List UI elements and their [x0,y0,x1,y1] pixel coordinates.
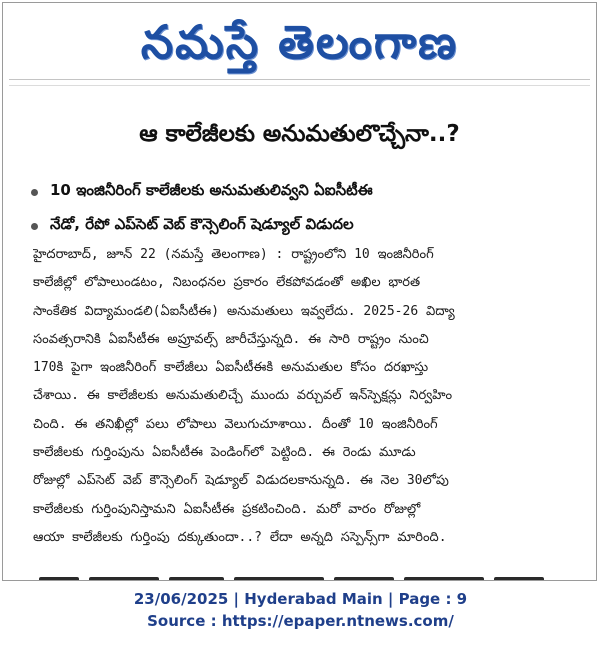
body-line: హైదరాబాద్, జూన్ 22 (నమస్తే తెలంగాణ) : రాష్ట్రంలోని 10 ఇంజినీరింగ్ [33,247,434,262]
body-line: చేశాయి. ఈ కాలేజీలకు అనుమతులిచ్చే ముందు వర్చువల్ ఇన్‌స్పెక్షన్లు నిర్వహిం [33,388,453,404]
body-line: కాలేజీలకు గుర్తింపునిస్తామని ఏఐసీటీఈ ప్రకటించింది. మరో వారం రోజుల్లో [33,501,421,517]
body-line: రోజుల్లో ఎప్‌సెట్ వెబ్ కౌన్సెలింగ్ షెడ్యూల్ విడుదలకానున్నది. ఈ నెల 30లోపు [33,473,449,489]
masthead [3,9,596,75]
bullet-item [31,209,586,243]
bullet-text: నేడో, రేపో ఎప్‌సెట్ వెబ్ కౌన్సెలింగ్ షెడ్యూల్ విడుదల [50,215,354,233]
body-line: కాలేజీలకు గుర్తింపును ఏఐసీటీఈ పెండింగ్‌లో పెట్టింది. ఈ రెండు మూడు [33,445,416,461]
article-body [33,241,582,552]
newspaper-clipping [2,2,597,581]
publication-info: 23/06/2025 | Hyderabad Main | Page : 9 [133,590,468,608]
masthead-divider [9,79,590,80]
article-bullets [31,175,586,243]
clipping-footer [0,588,601,632]
masthead-title: నమస్తే తెలంగాణ [140,15,459,69]
body-line: 170కి పైగా ఇంజినీరింగ్ కాలేజీలు ఏఐసీటీఈకి అనుమతుల కోసం దరఖాస్తు [33,360,429,376]
bullet-text: 10 ఇంజినీరింగ్ కాలేజీలకు అనుమతులివ్వని ఏఐసీటీఈ [50,181,373,199]
article-headline: ఆ కాలేజీలకు అనుమతులొచ్చేనా..? [139,121,460,147]
body-line: కాలేజీల్లో లోపాలుండటం, నిబంధనల ప్రకారం లేకపోవడంతో అఖిల భారత [33,275,421,291]
body-line: ఆయా కాలేజీలకు గుర్తింపు దక్కుతుందా..? లేదా అన్నది సస్పెన్స్‌గా మారింది. [33,529,447,545]
cropped-next-line [39,563,566,581]
source-url: Source : https://epaper.ntnews.com/ [147,612,454,630]
bullet-icon [31,223,38,230]
bullet-item [31,175,586,209]
body-line: సాంకేతిక విద్యామండలి(ఏఐసీటీఈ) అనుమతులు ఇవ్వలేదు. 2025-26 విద్యా [33,303,455,319]
body-line: చింది. ఈ తనిఖీల్లో పలు లోపాలు వెలుగుచూశాయి. దీంతో 10 ఇంజినీరింగ్ [33,416,438,432]
bullet-icon [31,189,38,196]
body-line: సంవత్సరానికి ఏఐసీటీఈ అప్రూవల్స్ జారీచేస్తున్నది. ఈ సారి రాష్ట్రం నుంచి [33,331,429,347]
masthead-divider-secondary [9,85,590,86]
